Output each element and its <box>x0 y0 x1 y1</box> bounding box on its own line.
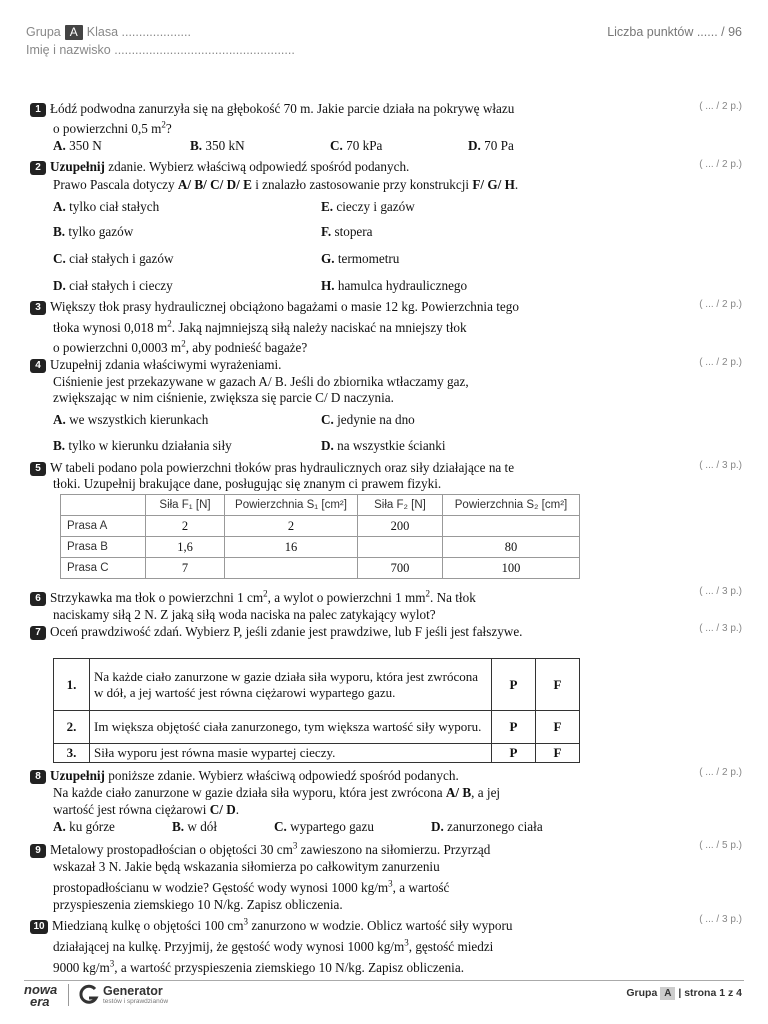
table-cell: 2 <box>225 516 358 537</box>
question-text: poniższe zdanie. Wybierz właściwą odpowiedź spośród podanych. <box>104 768 459 783</box>
text: wartość jest równa ciężarowi <box>53 802 210 817</box>
text: , a wartość <box>392 880 450 895</box>
option-text: wypartego gazu <box>290 819 374 834</box>
option-letter: A. <box>53 412 66 427</box>
question-number: 1 <box>30 103 46 117</box>
table-header: Powierzchnia S₁ [cm²] <box>225 495 358 516</box>
text: Prawo Pascala dotyczy <box>53 177 178 192</box>
text: o powierzchni 0,5 m <box>53 121 162 136</box>
table-cell: 7 <box>146 558 225 579</box>
table-cell-empty[interactable] <box>443 516 580 537</box>
question-points: ( ... / 3 p.) <box>699 623 742 634</box>
table-row <box>61 537 580 558</box>
answer-option-g[interactable] <box>321 250 399 267</box>
points-total: Liczba punktów ...... / 96 <box>607 25 742 39</box>
choice-letters: A/ B/ C/ D/ E <box>177 177 252 192</box>
table-cell: 200 <box>358 516 443 537</box>
question-text: Uzupełnij zdania właściwymi wyrażeniami. <box>50 357 282 372</box>
question-text: zdanie. Wybierz właściwą odpowiedź spośród podanych. <box>104 159 410 174</box>
page-number: | strona 1 z 4 <box>678 987 742 999</box>
question-10 <box>30 917 720 934</box>
question-text: Oceń prawdziwość zdań. Wybierz P, jeśli zdanie jest prawdziwe, lub F jeśli jest fałszywe. <box>50 624 523 639</box>
row-number: 3. <box>54 744 90 763</box>
option-text: 350 N <box>69 138 102 153</box>
text: Miedzianą kulkę o objętości 100 cm <box>52 918 244 933</box>
text: . Na tłok <box>430 590 476 605</box>
table-cell: 100 <box>443 558 580 579</box>
instruction-bold: Uzupełnij <box>50 768 105 783</box>
generator-subtitle: testów i sprawdzianów <box>103 998 169 1005</box>
klasa-field: Klasa .................... <box>86 25 191 39</box>
question-9 <box>30 841 720 858</box>
option-letter: C. <box>53 251 66 266</box>
question-points: ( ... / 2 p.) <box>699 101 742 112</box>
footer-grupa: Grupa <box>626 987 658 999</box>
option-text: 350 kN <box>205 138 245 153</box>
option-letter: A. <box>53 819 66 834</box>
question-number: 9 <box>30 844 46 858</box>
question-number: 5 <box>30 462 46 476</box>
question-text-line: zwiększając w nim ciśnienie, zwiększa się parcie C/ D naczynia. <box>53 390 394 405</box>
text: zawieszono na siłomierzu. Przyrząd <box>297 842 491 857</box>
superscript: 2 <box>181 338 186 349</box>
option-letter: B. <box>190 138 203 153</box>
answer-option-a[interactable] <box>53 818 115 835</box>
text: , aby podnieść bagaże? <box>185 340 308 355</box>
option-letter: A. <box>53 199 66 214</box>
table-cell: Prasa A <box>61 516 146 537</box>
superscript: 3 <box>388 878 393 889</box>
answer-option-d[interactable] <box>468 137 514 154</box>
row-number: 2. <box>54 711 90 744</box>
question-number: 10 <box>30 920 48 934</box>
table-row <box>54 659 580 711</box>
question-text: Większy tłok prasy hydraulicznej obciążono bagażami o masie 12 kg. Powierzchnia tego <box>50 299 519 314</box>
table-row <box>61 558 580 579</box>
statement-text: Im większa objętość ciała zanurzonego, tym większa wartość siły wyporu. <box>90 711 492 744</box>
table-cell: Prasa B <box>61 537 146 558</box>
question-8 <box>30 767 720 784</box>
question-number: 8 <box>30 770 46 784</box>
choice-letters: A/ B <box>445 785 472 800</box>
question-5 <box>30 459 720 476</box>
option-text: zanurzonego ciała <box>447 819 543 834</box>
answer-option-c[interactable] <box>330 137 382 154</box>
table-cell: 80 <box>443 537 580 558</box>
table-cell: Prasa C <box>61 558 146 579</box>
superscript: 3 <box>404 937 409 948</box>
question-text-line <box>53 784 500 801</box>
question-points: ( ... / 3 p.) <box>699 586 742 597</box>
question-points: ( ... / 3 p.) <box>699 460 742 471</box>
option-text: ciał stałych i gazów <box>69 251 174 266</box>
table-cell-empty[interactable] <box>225 558 358 579</box>
question-text-line <box>53 319 467 336</box>
question-number: 6 <box>30 592 46 606</box>
option-letter: F. <box>321 224 332 239</box>
table-cell: 700 <box>358 558 443 579</box>
option-text: tylko gazów <box>68 224 134 239</box>
true-option[interactable]: P <box>492 659 536 711</box>
option-text: 70 kPa <box>346 138 383 153</box>
option-letter: C. <box>321 412 334 427</box>
footer-grupa-badge: A <box>660 987 675 1000</box>
header-grupa <box>26 25 191 40</box>
question-text-line <box>53 959 464 976</box>
question-points: ( ... / 5 p.) <box>699 840 742 851</box>
question-text-line <box>53 120 172 137</box>
option-letter: C. <box>330 138 343 153</box>
question-text-line: Ciśnienie jest przekazywane w gazach A/ B. Jeśli do zbiornika wtłaczamy gaz, <box>53 374 469 389</box>
table-row <box>61 516 580 537</box>
text: i znalazło zastosowanie przy konstrukcji <box>251 177 473 192</box>
statement-text: Na każde ciało zanurzone w gazie działa siła wyporu, która jest zwrócona w dół, a jej wartość jest równa ciężarowi wypartego gazu. <box>90 659 492 711</box>
answer-option-c[interactable] <box>53 250 174 267</box>
text: . <box>235 802 240 817</box>
option-letter: B. <box>53 438 66 453</box>
option-text: we wszystkich kierunkach <box>69 412 209 427</box>
option-letter: E. <box>321 199 334 214</box>
text: , a wartość przyspieszenia ziemskiego 10 N/kg. Zapisz obliczenia. <box>114 960 464 975</box>
grupa-label: Grupa <box>26 25 61 39</box>
answer-option-d[interactable] <box>53 277 173 294</box>
text: zanurzono w wodzie. Oblicz wartość siły wyporu <box>248 918 513 933</box>
false-option[interactable]: F <box>536 659 580 711</box>
generator-icon <box>78 984 100 1006</box>
option-letter: D. <box>468 138 481 153</box>
statement-text: Siła wyporu jest równa masie wypartej cieczy. <box>90 744 492 763</box>
answer-option-a[interactable] <box>53 198 159 215</box>
answer-option-e[interactable] <box>321 198 415 215</box>
logo-text: era <box>30 994 50 1009</box>
table-header: Powierzchnia S₂ [cm²] <box>443 495 580 516</box>
text: prostopadłościanu w wodzie? Gęstość wody wynosi 1000 kg/m <box>53 880 389 895</box>
text: ? <box>165 121 172 136</box>
answer-option-b[interactable] <box>53 223 133 240</box>
superscript: 3 <box>243 916 249 927</box>
superscript: 2 <box>425 588 430 599</box>
question-3 <box>30 298 720 315</box>
choice-letters: C/ D <box>209 802 236 817</box>
question-number: 3 <box>30 301 46 315</box>
option-text: stopera <box>334 224 373 239</box>
table-header: Siła F₂ [N] <box>358 495 443 516</box>
false-option[interactable]: F <box>536 711 580 744</box>
option-letter: H. <box>321 278 335 293</box>
table-row <box>54 744 580 763</box>
option-text: ku górze <box>69 819 115 834</box>
answer-option-d[interactable] <box>321 437 446 454</box>
answer-option-f[interactable] <box>321 223 373 240</box>
option-letter: D. <box>431 819 444 834</box>
question-text: W tabeli podano pola powierzchni tłoków pras hydraulicznych oraz siły działające na te <box>50 460 515 475</box>
table-row <box>54 711 580 744</box>
option-letter: C. <box>274 819 287 834</box>
text: Strzykawka ma tłok o powierzchni 1 cm <box>50 590 264 605</box>
option-letter: B. <box>172 819 185 834</box>
table-cell: 2 <box>146 516 225 537</box>
table-cell-empty[interactable] <box>358 537 443 558</box>
true-option[interactable]: P <box>492 711 536 744</box>
answer-option-d[interactable] <box>431 818 543 835</box>
text: . Jaką najmniejszą siłą należy naciskać na mniejszy tłok <box>171 320 467 335</box>
text: tłoka wynosi 0,018 m <box>53 320 168 335</box>
question-text-line <box>53 879 449 896</box>
answer-option-a[interactable] <box>53 411 208 428</box>
option-letter: D. <box>321 438 334 453</box>
text: 9000 kg/m <box>53 960 110 975</box>
question-points: ( ... / 3 p.) <box>699 914 742 925</box>
question-text-line <box>53 339 307 356</box>
option-text: tylko ciał stałych <box>69 199 160 214</box>
question-text-line: przyspieszenia ziemskiego 10 N/kg. Zapisz obliczenia. <box>53 897 343 912</box>
option-text: 70 Pa <box>484 138 514 153</box>
row-number: 1. <box>54 659 90 711</box>
question-number: 2 <box>30 161 46 175</box>
answer-option-h[interactable] <box>321 277 467 294</box>
text: Na każde ciało zanurzone w gazie działa siła wyporu, która jest zwrócona <box>53 785 446 800</box>
option-letter: G. <box>321 251 335 266</box>
question-text-line: naciskamy siłą 2 N. Z jaką siłą woda naciska na palec zatykający wylot? <box>53 607 436 622</box>
answer-option-c[interactable] <box>274 818 374 835</box>
question-2 <box>30 158 720 175</box>
answer-option-a[interactable] <box>53 137 102 154</box>
superscript: 3 <box>109 958 115 969</box>
superscript: 2 <box>161 119 166 130</box>
question-text-line: wskazał 3 N. Jakie będą wskazania siłomierza po całkowitym zanurzeniu <box>53 859 440 874</box>
table-cell: 1,6 <box>146 537 225 558</box>
question-text-line <box>53 176 518 193</box>
text: Metalowy prostopadłościan o objętości 30 cm <box>50 842 293 857</box>
true-option[interactable]: P <box>492 744 536 763</box>
table-header-row <box>61 495 580 516</box>
question-number: 4 <box>30 359 46 373</box>
table-header <box>61 495 146 516</box>
generator-title: Generator <box>103 984 163 998</box>
answer-option-b[interactable] <box>172 818 217 835</box>
question-text-line <box>53 938 493 955</box>
superscript: 3 <box>292 840 298 851</box>
superscript: 2 <box>263 588 268 599</box>
choice-letters: F/ G/ H <box>472 177 515 192</box>
superscript: 2 <box>167 318 172 329</box>
text: , a jej <box>471 785 501 800</box>
option-text: w dół <box>187 819 218 834</box>
true-false-table <box>53 658 580 763</box>
footer-page-info <box>626 987 742 1000</box>
text: , a wylot o powierzchni 1 mm <box>267 590 426 605</box>
option-text: cieczy i gazów <box>336 199 415 214</box>
question-7 <box>30 623 720 640</box>
logo-divider <box>68 984 69 1006</box>
question-text-line: tłoki. Uzupełnij brakujące dane, posługując się znanym ci prawem fizyki. <box>53 476 442 491</box>
answer-option-c[interactable] <box>321 411 415 428</box>
nowa-era-logo <box>24 984 57 1008</box>
table-header: Siła F₁ [N] <box>146 495 225 516</box>
option-letter: D. <box>53 278 66 293</box>
question-text-line <box>53 801 239 818</box>
option-letter: A. <box>53 138 66 153</box>
text: . <box>514 177 519 192</box>
option-text: ciał stałych i cieczy <box>69 278 173 293</box>
option-text: termometru <box>337 251 400 266</box>
question-number: 7 <box>30 626 46 640</box>
option-text: na wszystkie ścianki <box>337 438 446 453</box>
option-letter: B. <box>53 224 66 239</box>
question-points: ( ... / 2 p.) <box>699 357 742 368</box>
option-text: tylko w kierunku działania siły <box>68 438 232 453</box>
footer-divider <box>24 980 744 981</box>
answer-option-b[interactable] <box>190 137 245 154</box>
question-points: ( ... / 2 p.) <box>699 159 742 170</box>
question-text: Łódź podwodna zanurzyła się na głębokość 70 m. Jakie parcie działa na pokrywę włazu <box>50 101 515 116</box>
presses-table <box>60 494 580 579</box>
question-points: ( ... / 2 p.) <box>699 767 742 778</box>
option-text: jedynie na dno <box>337 412 415 427</box>
text: o powierzchni 0,0003 m <box>53 340 182 355</box>
question-1 <box>30 100 720 117</box>
logo-text: nowa <box>24 982 58 997</box>
option-text: hamulca hydraulicznego <box>337 278 468 293</box>
question-6 <box>30 589 720 606</box>
question-points: ( ... / 2 p.) <box>699 299 742 310</box>
text: , gęstość miedzi <box>408 939 494 954</box>
text: działającej na kulkę. Przyjmij, że gęstość wody wynosi 1000 kg/m <box>53 939 405 954</box>
answer-option-b[interactable] <box>53 437 232 454</box>
false-option[interactable]: F <box>536 744 580 763</box>
instruction-bold: Uzupełnij <box>50 159 105 174</box>
grupa-badge: A <box>65 25 83 40</box>
name-field: Imię i nazwisko .................................................... <box>26 43 295 57</box>
question-4 <box>30 356 720 373</box>
table-cell: 16 <box>225 537 358 558</box>
